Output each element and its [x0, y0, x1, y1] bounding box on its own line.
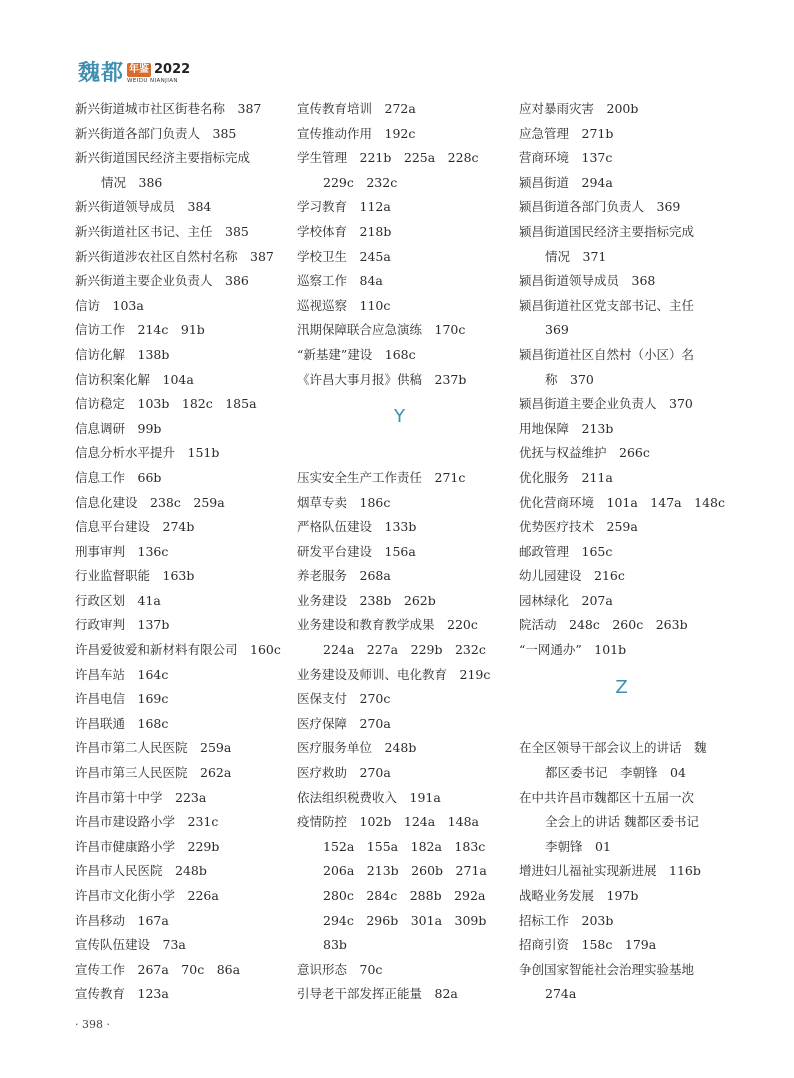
- index-column-3: [519, 97, 724, 1007]
- index-entry: 宣传工作 267a 70c 86a: [75, 961, 241, 977]
- index-entry: 颍昌街道各部门负责人 369: [519, 199, 681, 215]
- index-entry: 招商引资 158c 179a: [519, 937, 657, 953]
- index-entry: 信访 103a: [75, 297, 144, 313]
- index-entry: 信息化建设 238c 259a: [75, 494, 225, 510]
- index-entry-continuation: 280c 284c 288b 292a: [323, 888, 486, 903]
- index-entry-continuation: 152a 155a 182a 183c: [323, 838, 486, 854]
- index-column-1: [75, 97, 280, 1007]
- index-entry: 研发平台建设 156a: [297, 543, 416, 559]
- index-entry: 业务建设 238b 262b: [297, 592, 436, 608]
- index-entry: 新兴街道国民经济主要指标完成: [75, 150, 251, 166]
- index-entry: 严格队伍建设 133b: [297, 519, 417, 535]
- index-entry: 许昌联通 168c: [75, 715, 169, 731]
- index-entry: 汛期保障联合应急演练 170c: [297, 322, 466, 338]
- index-entry: 信息调研 99b: [75, 420, 162, 436]
- index-entry: 行政审判 137b: [75, 617, 170, 633]
- index-entry: 争创国家智能社会治理实验基地: [519, 961, 695, 977]
- index-entry: 依法组织税费收入 191a: [297, 789, 441, 805]
- index-entry: 宣传教育培训 272a: [297, 101, 416, 116]
- index-entry: 颍昌街道领导成员 368: [519, 273, 656, 289]
- index-entry: 颍昌街道国民经济主要指标完成: [519, 223, 695, 239]
- logo-badge: 年鉴: [129, 64, 150, 75]
- index-entry: 营商环境 137c: [519, 150, 613, 166]
- index-entry: 信息平台建设 274b: [75, 519, 195, 535]
- index-entry-continuation: 情况 371: [545, 248, 607, 264]
- index-entry: 《许昌大事月报》供稿 237b: [297, 371, 467, 387]
- index-entry: 许昌市人民医院 248b: [75, 863, 207, 879]
- index-entry: 业务建设和教育教学成果 220c: [297, 617, 478, 633]
- index-entry: 养老服务 268a: [297, 568, 391, 584]
- index-entry: 新兴街道领导成员 384: [75, 199, 212, 215]
- index-entry: 信息工作 66b: [75, 469, 162, 485]
- index-entry: 园林绿化 207a: [519, 592, 613, 608]
- index-entry: 学生管理 221b 225a 228c: [297, 150, 479, 166]
- index-entry: 优势医疗技术 259a: [519, 519, 638, 535]
- index-entry: 医疗服务单位 248b: [297, 740, 417, 756]
- index-entry: 学习教育 112a: [297, 199, 391, 215]
- index-entry: 新兴街道涉农社区自然村名称 387: [75, 248, 274, 264]
- index-entry: 行业监督职能 163b: [75, 568, 195, 584]
- index-entry: 邮政管理 165c: [519, 543, 613, 559]
- index-entry: 许昌市第三人民医院 262a: [75, 765, 232, 781]
- index-entry: 战略业务发展 197b: [519, 888, 639, 903]
- spacer: [519, 712, 724, 737]
- index-entry-continuation: 83b: [323, 937, 347, 953]
- index-entry-continuation: 274a: [545, 986, 577, 1002]
- index-entry: 许昌爱彼爱和新材料有限公司 160c: [75, 642, 281, 658]
- index-entry: 新兴街道城市社区街巷名称 387: [75, 101, 262, 116]
- index-entry: 引导老干部发挥正能量 82a: [297, 986, 458, 1002]
- index-entry: 新兴街道社区书记、主任 385: [75, 223, 249, 239]
- index-entry: “一网通办” 101b: [519, 642, 627, 658]
- index-entry: 颍昌街道社区党支部书记、主任: [519, 297, 695, 313]
- index-entry: 招标工作 203b: [519, 912, 614, 928]
- index-entry: 宣传教育 123a: [75, 986, 169, 1002]
- index-entry: 许昌市第二人民医院 259a: [75, 740, 232, 756]
- index-entry: 宣传队伍建设 73a: [75, 937, 186, 953]
- index-entry-continuation: 李朝锋 01: [545, 838, 611, 854]
- index-entry-continuation: 都区委书记 李朝锋 04: [545, 765, 686, 781]
- index-entry: 学校卫生 245a: [297, 248, 391, 264]
- index-entry: 新兴街道主要企业负责人 386: [75, 273, 249, 289]
- index-entry-continuation: 294c 296b 301a 309b: [323, 912, 487, 928]
- index-entry-continuation: 称 370: [545, 371, 594, 387]
- index-entry: 院活动 248c 260c 263b: [519, 617, 688, 633]
- index-entry: 优化营商环境 101a 147a 148c: [519, 494, 725, 510]
- index-entry: 应急管理 271b: [519, 125, 614, 141]
- index-entry: 业务建设及师训、电化教育 219c: [297, 666, 491, 682]
- index-entry: 宣传推动作用 192c: [297, 125, 416, 141]
- index-entry: 烟草专卖 186c: [297, 494, 391, 510]
- index-entry: 许昌移动 167a: [75, 912, 169, 928]
- index-entry: 幼儿园建设 216c: [519, 568, 625, 584]
- index-entry: 信访积案化解 104a: [75, 371, 194, 387]
- index-entry: 信访化解 138b: [75, 346, 170, 362]
- index-entry: 刑事审判 136c: [75, 543, 169, 559]
- index-entry: 在中共许昌市魏都区十五届一次: [519, 789, 695, 805]
- index-entry: 医保支付 270c: [297, 691, 391, 707]
- index-column-2: [297, 97, 502, 1007]
- section-letter: Y: [394, 406, 405, 428]
- index-entry: 优化服务 211a: [519, 469, 613, 485]
- index-entry: 用地保障 213b: [519, 420, 614, 436]
- index-entry: 巡视巡察 110c: [297, 297, 391, 313]
- index-entry: 优抚与权益维护 266c: [519, 445, 650, 461]
- index-entry: 疫情防控 102b 124a 148a: [297, 814, 479, 830]
- index-entry: 信访工作 214c 91b: [75, 322, 205, 338]
- index-entry-continuation: 全会上的讲话 魏都区委书记: [545, 814, 699, 830]
- index-entry-continuation: 224a 227a 229b 232c: [323, 642, 486, 658]
- index-entry-continuation: 206a 213b 260b 271a: [323, 863, 487, 879]
- index-entry: 许昌市健康路小学 229b: [75, 838, 220, 854]
- index-entry: 应对暴雨灾害 200b: [519, 101, 639, 116]
- index-entry: 许昌电信 169c: [75, 691, 169, 707]
- index-entry: 许昌市文化街小学 226a: [75, 888, 219, 903]
- index-entry: 许昌市第十中学 223a: [75, 789, 207, 805]
- section-letter: Z: [615, 676, 628, 698]
- index-entry: “新基建”建设 168c: [297, 346, 416, 362]
- yearbook-logo: [78, 54, 190, 86]
- logo-year: 2022: [154, 62, 191, 77]
- index-entry: 医疗救助 270a: [297, 765, 391, 781]
- index-entry: 在全区领导干部会议上的讲话 魏: [519, 740, 707, 756]
- logo-side: [127, 63, 190, 84]
- index-entry: 许昌市建设路小学 231c: [75, 814, 219, 830]
- index-entry: 新兴街道各部门负责人 385: [75, 125, 237, 141]
- logo-top: [127, 63, 190, 77]
- index-entry: 颍昌街道主要企业负责人 370: [519, 396, 693, 412]
- spacer: [297, 441, 502, 466]
- index-entry: 意识形态 70c: [297, 961, 383, 977]
- logo-title: 魏都: [78, 61, 125, 86]
- index-entry: 颍昌街道 294a: [519, 174, 613, 190]
- index-entry-continuation: 情况 386: [101, 174, 163, 190]
- index-entry: 信息分析水平提升 151b: [75, 445, 220, 461]
- index-entry: 信访稳定 103b 182c 185a: [75, 396, 257, 412]
- index-entry-continuation: 369: [545, 322, 569, 338]
- index-entry: 行政区划 41a: [75, 592, 161, 608]
- index-entry: 医疗保障 270a: [297, 715, 391, 731]
- page-number: · 398 ·: [75, 1018, 110, 1031]
- index-entry-continuation: 229c 232c: [323, 174, 398, 190]
- index-entry: 巡察工作 84a: [297, 273, 383, 289]
- logo-subtitle: WEIDU NIANJIAN: [127, 78, 178, 84]
- index-entry: 增进妇儿福祉实现新进展 116b: [519, 863, 701, 879]
- index-entry: 许昌车站 164c: [75, 666, 169, 682]
- index-entry: 学校体育 218b: [297, 223, 392, 239]
- index-entry: 压实安全生产工作责任 271c: [297, 469, 466, 485]
- index-entry: 颍昌街道社区自然村（小区）名: [519, 346, 695, 362]
